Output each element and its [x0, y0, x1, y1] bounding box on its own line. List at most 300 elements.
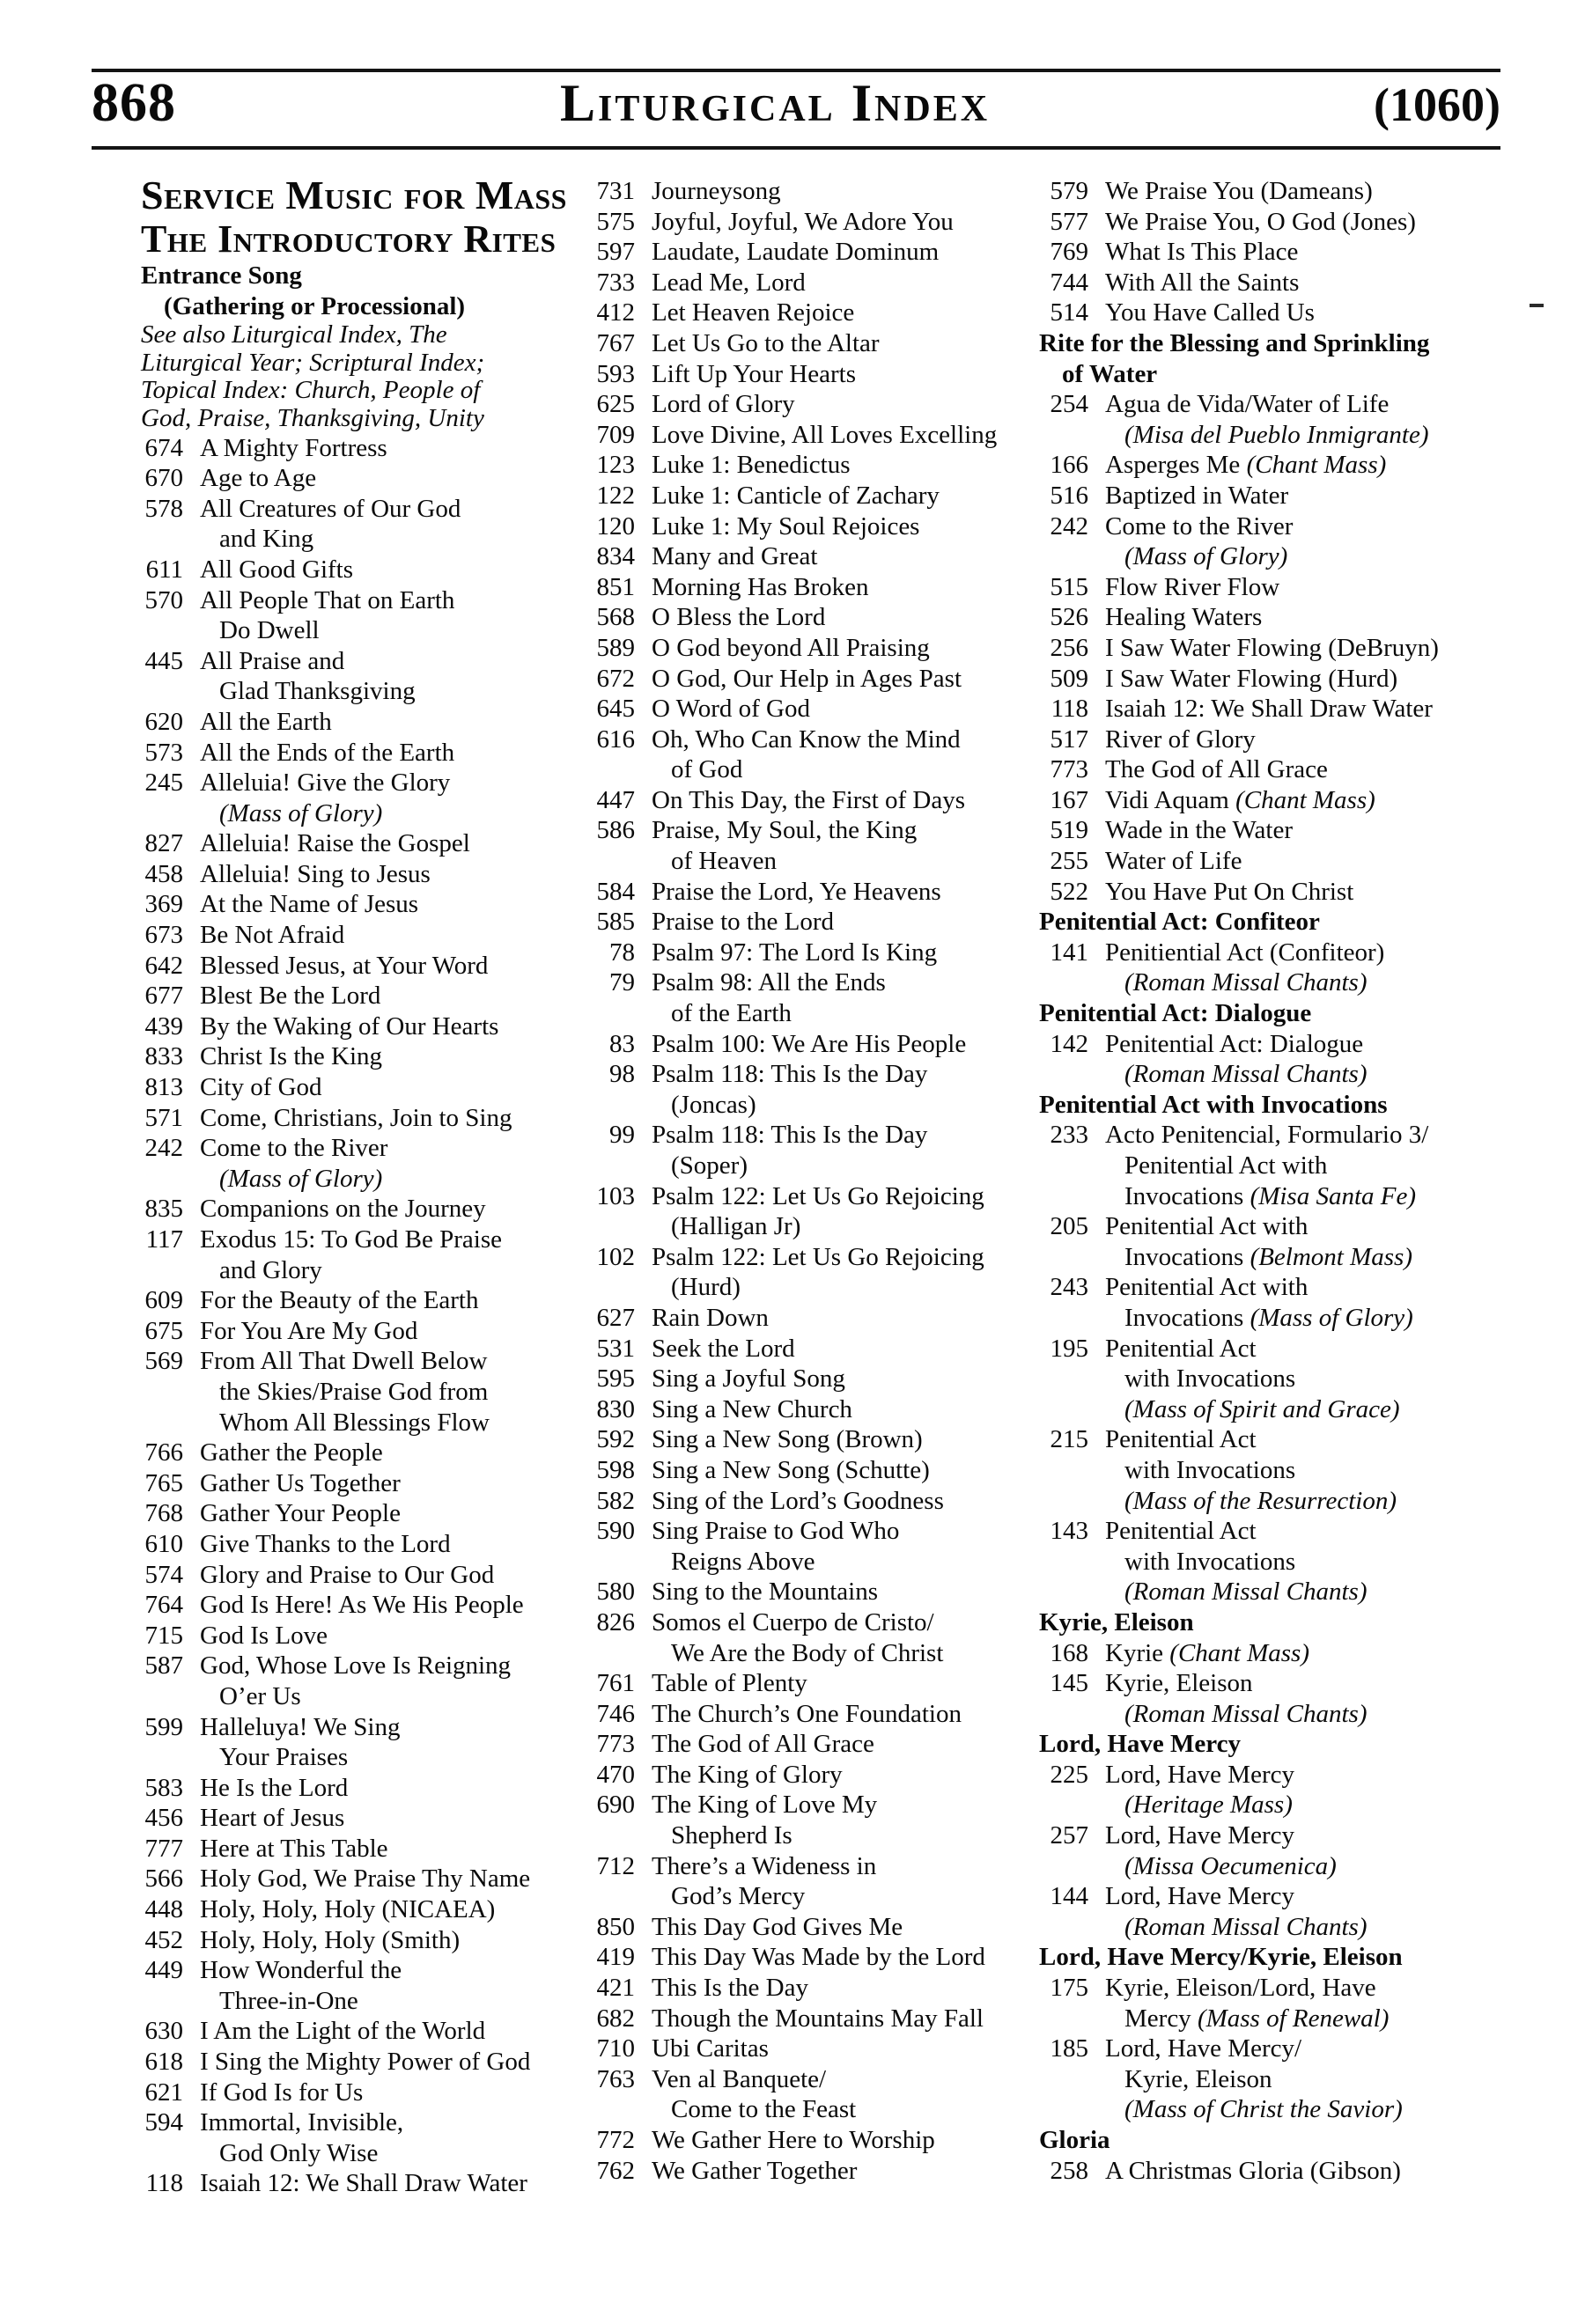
entry-number: 509 — [1050, 664, 1088, 693]
title-segment: of Heaven — [671, 847, 777, 876]
entry-number: 99 — [609, 1121, 635, 1150]
entry-number: 586 — [596, 816, 635, 845]
entry-number: 677 — [144, 982, 183, 1011]
entry-number: 142 — [1050, 1029, 1088, 1058]
index-entry — [577, 420, 1030, 451]
title-segment: Rain Down — [652, 1303, 769, 1332]
entry-title — [1105, 1516, 1368, 1607]
entry-number: 205 — [1050, 1212, 1088, 1241]
index-entry — [577, 877, 1030, 908]
entry-title-line — [200, 1164, 387, 1195]
index-entry — [1039, 754, 1515, 785]
index-entry — [141, 1438, 586, 1468]
entry-title-line — [1105, 1790, 1294, 1820]
title-segment: He Is the Lord — [200, 1773, 349, 1802]
entry-title — [1105, 481, 1288, 511]
entry-number: 630 — [144, 2017, 183, 2046]
entry-title-line — [652, 176, 781, 207]
title-segment: All Praise and — [200, 646, 345, 675]
entry-title-line — [652, 389, 795, 420]
index-entry — [1039, 572, 1515, 603]
entry-title-line — [200, 1986, 402, 2017]
index-entry — [577, 541, 1030, 572]
entry-number: 682 — [596, 2004, 635, 2033]
index-entry — [141, 1285, 586, 1316]
entry-number: 620 — [144, 707, 183, 736]
entry-title — [1105, 268, 1299, 298]
index-entry — [577, 1486, 1030, 1517]
entry-title — [652, 1760, 843, 1791]
title-segment: Lead Me, Lord — [652, 268, 806, 297]
index-entry — [577, 328, 1030, 359]
entry-title-line — [652, 2064, 856, 2095]
index-entry — [1039, 633, 1515, 664]
entry-number: 584 — [596, 877, 635, 906]
title-segment: of the Earth — [671, 999, 792, 1028]
entry-title — [1105, 938, 1384, 998]
index-entry — [141, 1346, 586, 1438]
title-segment: Companions on the Journey — [200, 1195, 486, 1224]
entry-title — [652, 1424, 923, 1455]
entry-title-line — [200, 1408, 490, 1438]
entry-title-line — [652, 359, 856, 390]
entry-title — [1105, 1334, 1400, 1425]
title-segment: Gather Your People — [200, 1499, 401, 1528]
title-segment: All Creatures of Our God — [200, 494, 461, 523]
title-segment: Alleluia! Sing to Jesus — [200, 859, 431, 888]
entry-title — [652, 1668, 807, 1699]
title-segment: All the Ends of the Earth — [200, 738, 455, 767]
entry-title-line — [652, 1790, 877, 1820]
entry-number: 145 — [1050, 1669, 1088, 1698]
entry-title-line — [652, 602, 825, 633]
entry-title-line — [652, 907, 834, 938]
title-segment: Table of Plenty — [652, 1669, 807, 1698]
category-heading-line: Lord, Have Mercy — [1039, 1730, 1241, 1759]
title-segment: Though the Mountains May Fall — [652, 2004, 984, 2033]
entry-title — [200, 951, 488, 982]
entry-title — [200, 1346, 490, 1438]
entry-title-line — [200, 828, 470, 859]
index-entry — [577, 1577, 1030, 1607]
entry-number: 579 — [1050, 177, 1088, 205]
entry-number: 144 — [1050, 1882, 1088, 1911]
entry-title — [200, 585, 454, 646]
entry-title — [652, 1364, 845, 1394]
entry-number: 568 — [596, 603, 635, 632]
index-entry — [1039, 877, 1515, 908]
entry-title — [652, 2156, 857, 2187]
entry-number: 764 — [144, 1591, 183, 1620]
title-segment: Lift Up Your Hearts — [652, 359, 856, 388]
entry-title-line — [652, 328, 880, 359]
title-segment: Sing a New Church — [652, 1394, 852, 1423]
entry-title-line — [200, 920, 344, 951]
category-heading-line: Lord, Have Mercy/Kyrie, Eleison — [1039, 1943, 1403, 1972]
entry-number: 763 — [596, 2064, 635, 2093]
title-segment: Sing a New Song (Schutte) — [652, 1455, 930, 1484]
entry-number: 470 — [596, 1760, 635, 1789]
index-entry — [577, 1059, 1030, 1120]
title-segment: (Mass of Glory) — [219, 798, 383, 827]
entry-number: 258 — [1050, 2156, 1088, 2185]
index-entry — [141, 828, 586, 859]
entry-number: 618 — [144, 2048, 183, 2077]
title-segment: Sing a New Song (Brown) — [652, 1425, 923, 1454]
entry-title — [1105, 207, 1416, 238]
entry-number: 746 — [596, 1699, 635, 1728]
entry-title-line — [652, 1364, 845, 1394]
entry-title — [1105, 602, 1262, 633]
entry-title-line — [200, 1133, 387, 1164]
title-segment: Holy, Holy, Holy (Smith) — [200, 1925, 461, 1954]
index-entry — [141, 585, 586, 646]
entry-number: 850 — [596, 1912, 635, 1941]
title-segment: Alleluia! Raise the Gospel — [200, 829, 470, 858]
index-entry — [1039, 938, 1515, 998]
index-entry — [141, 1103, 586, 1134]
entry-title-line — [1105, 298, 1315, 328]
title-segment: (Mass of Renewal) — [1197, 2004, 1390, 2033]
index-entry — [1039, 2156, 1515, 2187]
entry-title-line — [652, 694, 810, 724]
index-entry — [577, 2034, 1030, 2064]
entry-number: 826 — [596, 1607, 635, 1636]
title-segment: Psalm 98: All the Ends — [652, 968, 886, 997]
entry-title-line — [652, 1151, 927, 1181]
entry-number: 569 — [144, 1347, 183, 1376]
entry-title — [652, 389, 795, 420]
index-entry — [577, 785, 1030, 816]
entry-title — [652, 1334, 795, 1364]
index-entry — [577, 1394, 1030, 1425]
entry-title-line — [200, 981, 380, 1011]
title-segment: Your Praises — [219, 1743, 349, 1772]
index-entry — [577, 1607, 1030, 1668]
category-heading — [1039, 2125, 1515, 2156]
entry-title-line — [1105, 1668, 1368, 1699]
entry-title — [200, 1498, 401, 1529]
index-entry — [1039, 511, 1515, 572]
entry-title-line — [1105, 664, 1397, 695]
title-segment: I Am the Light of the World — [200, 2017, 486, 2046]
title-segment: Love Divine, All Loves Excelling — [652, 420, 998, 449]
entry-title-line — [1105, 1181, 1428, 1212]
index-entry — [1039, 450, 1515, 481]
title-segment: and King — [219, 525, 314, 554]
entry-title-line — [1105, 846, 1242, 877]
entry-number: 570 — [144, 585, 183, 614]
entry-title — [200, 1133, 387, 1194]
entry-number: 519 — [1050, 816, 1088, 845]
entry-title-line — [1105, 1334, 1400, 1364]
title-segment: Somos el Cuerpo de Cristo/ — [652, 1607, 934, 1636]
title-segment: Holy, Holy, Holy (NICAEA) — [200, 1895, 496, 1924]
entry-number: 452 — [144, 1925, 183, 1954]
entry-title-line — [1105, 1699, 1368, 1730]
index-entry — [577, 298, 1030, 328]
entry-title-line — [1105, 2064, 1403, 2095]
entry-number: 598 — [596, 1455, 635, 1484]
title-segment: Psalm 122: Let Us Go Rejoicing — [652, 1181, 984, 1210]
entry-title — [652, 815, 917, 876]
index-entry — [577, 2156, 1030, 2187]
entry-number: 773 — [596, 1730, 635, 1759]
title-segment: I Saw Water Flowing (DeBruyn) — [1105, 633, 1439, 662]
title-segment: Journeysong — [652, 177, 781, 205]
title-segment: All People That on Earth — [200, 585, 455, 614]
title-segment: At the Name of Jesus — [200, 890, 419, 919]
title-segment: Penitential Act with — [1105, 1273, 1309, 1302]
index-entry — [577, 1851, 1030, 1912]
entry-title — [652, 1394, 852, 1425]
title-segment: A Mighty Fortress — [200, 433, 387, 462]
title-segment: Penitential Act with — [1105, 1212, 1309, 1241]
entry-number: 609 — [144, 1286, 183, 1315]
index-entry — [141, 494, 586, 555]
entry-number: 777 — [144, 1834, 183, 1863]
entry-title-line — [200, 2107, 403, 2138]
index-entry — [1039, 724, 1515, 755]
index-entry — [1039, 1668, 1515, 1729]
title-segment: Blessed Jesus, at Your Word — [200, 951, 489, 980]
title-segment: With All the Saints — [1105, 268, 1300, 297]
entry-number: 225 — [1050, 1760, 1088, 1789]
entry-title — [200, 920, 344, 951]
entry-title — [200, 1194, 486, 1225]
entry-number: 254 — [1050, 390, 1088, 419]
entry-number: 79 — [609, 968, 635, 997]
entry-title — [1105, 1881, 1368, 1942]
entry-number: 616 — [596, 724, 635, 754]
entry-title — [1105, 633, 1439, 664]
entry-title — [1105, 1760, 1294, 1820]
index-entry — [1039, 1029, 1515, 1090]
title-segment: (Mass of Spirit and Grace) — [1124, 1394, 1400, 1423]
cross-reference-line: Liturgical Year; Scriptural Index; — [141, 348, 485, 377]
title-segment: Isaiah 12: We Shall Draw Water — [1105, 695, 1433, 724]
entry-title-line — [652, 998, 886, 1029]
title-segment: How Wonderful the — [200, 1956, 402, 1985]
subsection-title: The Introductory Rites — [141, 217, 557, 261]
entry-title-line — [1105, 176, 1373, 207]
index-entry — [141, 1712, 586, 1773]
entry-title — [652, 1729, 874, 1760]
entry-number: 834 — [596, 542, 635, 571]
entry-title-line — [652, 1211, 984, 1242]
title-segment: Do Dwell — [219, 616, 320, 645]
title-segment: Penitential Act — [1105, 1334, 1257, 1363]
entry-title-line — [200, 1955, 402, 1986]
entry-title-line — [1105, 1912, 1368, 1943]
title-segment: There’s a Wideness in — [652, 1851, 877, 1880]
title-segment: Give Thanks to the Lord — [200, 1529, 451, 1558]
entry-title — [200, 1041, 382, 1072]
entry-title-line — [1105, 1242, 1412, 1273]
entry-title — [1105, 1029, 1368, 1090]
entry-title-line — [200, 1560, 494, 1591]
entry-number: 141 — [1050, 938, 1088, 967]
entry-number: 830 — [596, 1394, 635, 1423]
entry-title — [200, 2107, 403, 2168]
index-entry — [141, 1803, 586, 1834]
title-segment: Sing a Joyful Song — [652, 1364, 845, 1394]
index-column-left — [141, 173, 586, 2199]
entry-title-line — [1105, 1760, 1294, 1791]
index-entry — [1039, 389, 1515, 450]
entry-title — [200, 1560, 494, 1591]
entry-number: 611 — [145, 555, 183, 584]
index-entry — [1039, 785, 1515, 816]
title-segment: God, Whose Love Is Reigning — [200, 1651, 512, 1680]
entry-title-line — [200, 798, 450, 829]
entry-title-line — [200, 951, 488, 982]
entry-title — [200, 1438, 383, 1468]
entry-title-line — [1105, 2156, 1401, 2187]
entry-title-line — [652, 298, 854, 328]
entry-title — [652, 602, 825, 633]
entry-title-line — [1105, 967, 1384, 998]
index-entry — [577, 907, 1030, 938]
title-segment: Halleluya! We Sing — [200, 1712, 401, 1741]
entry-title — [200, 738, 454, 769]
entry-title — [652, 1455, 930, 1486]
page-title: Liturgical Index — [559, 74, 991, 132]
entry-number: 580 — [596, 1578, 635, 1607]
title-segment: Shepherd Is — [671, 1821, 792, 1850]
entry-number: 592 — [596, 1425, 635, 1454]
title-segment: Heart of Jesus — [200, 1804, 345, 1833]
entry-title — [652, 785, 965, 816]
index-entry — [141, 1894, 586, 1925]
category-heading — [1039, 1090, 1515, 1121]
title-segment: (Mass of Glory) — [1124, 542, 1288, 571]
section-title: Service Music for Mass — [141, 173, 567, 217]
entry-title-line — [200, 1194, 486, 1225]
entry-title-line — [652, 938, 937, 968]
entry-number: 761 — [596, 1669, 635, 1698]
index-entry — [577, 511, 1030, 542]
title-segment: Gather the People — [200, 1438, 383, 1467]
entry-number: 593 — [596, 359, 635, 388]
title-segment: If God Is for Us — [200, 2078, 364, 2107]
cross-reference-line: God, Praise, Thanksgiving, Unity — [141, 403, 484, 432]
entry-number: 575 — [596, 207, 635, 236]
index-entry — [141, 1194, 586, 1225]
entry-title — [652, 328, 880, 359]
title-segment: We Are the Body of Christ — [671, 1638, 944, 1667]
category-heading — [1039, 1607, 1515, 1638]
entry-title-line — [652, 877, 941, 908]
entry-title — [200, 1285, 479, 1316]
entry-number: 675 — [144, 1316, 183, 1345]
entry-title — [200, 707, 332, 738]
entry-title-line — [200, 433, 387, 464]
entry-title-line — [652, 1516, 899, 1547]
title-segment: Baptized in Water — [1105, 481, 1289, 510]
entry-number: 447 — [596, 785, 635, 814]
title-segment: Sing Praise to God Who — [652, 1517, 900, 1546]
entry-number: 571 — [144, 1103, 183, 1132]
entry-title — [200, 768, 450, 828]
title-segment: City of God — [200, 1073, 322, 1102]
entry-number: 123 — [596, 451, 635, 480]
entry-number: 769 — [1050, 238, 1088, 267]
entry-number: 449 — [144, 1956, 183, 1985]
index-entry — [141, 707, 586, 738]
entry-title-line — [652, 1424, 923, 1455]
entry-number: 412 — [596, 298, 635, 327]
title-segment: God Only Wise — [219, 2138, 379, 2167]
index-entry — [141, 859, 586, 890]
title-segment: All Good Gifts — [200, 555, 353, 584]
title-segment: The King of Glory — [652, 1760, 843, 1789]
entry-title-line — [1105, 877, 1353, 908]
title-segment: Reigns Above — [671, 1547, 815, 1576]
entry-title-line — [652, 481, 940, 511]
category-heading — [1039, 998, 1515, 1029]
title-segment: The God of All Grace — [1105, 755, 1328, 784]
index-entry — [577, 1334, 1030, 1364]
entry-title — [200, 2016, 485, 2047]
index-entry — [1039, 664, 1515, 695]
entry-title — [652, 1303, 769, 1334]
entry-title-line — [652, 2094, 856, 2125]
entry-title — [1105, 1120, 1428, 1211]
entry-title — [652, 450, 851, 481]
entry-title-line — [200, 1834, 388, 1864]
entry-title — [200, 1925, 460, 1956]
index-entry — [577, 1120, 1030, 1180]
index-entry — [141, 889, 586, 920]
entry-title-line — [652, 237, 939, 268]
title-segment: River of Glory — [1105, 724, 1256, 754]
entry-number: 117 — [145, 1225, 183, 1254]
entry-title-line — [200, 676, 416, 707]
entry-number: 833 — [144, 1042, 183, 1071]
title-segment: Exodus 15: To God Be Praise — [200, 1225, 503, 1254]
entry-title-line — [1105, 268, 1299, 298]
entry-number: 419 — [596, 1943, 635, 1972]
entry-title-line — [200, 615, 454, 646]
cross-reference-line: See also Liturgical Index, The — [141, 320, 447, 349]
entry-title-line — [652, 1881, 876, 1912]
category-heading-line: Penitential Act: Confiteor — [1039, 908, 1320, 937]
index-entry — [1039, 1120, 1515, 1211]
entry-title-line — [652, 1181, 984, 1212]
category-heading — [141, 261, 586, 321]
title-segment: with Invocations — [1124, 1547, 1296, 1576]
entry-number: 582 — [596, 1486, 635, 1515]
title-segment: What Is This Place — [1105, 238, 1299, 267]
entry-title-line — [1105, 450, 1386, 481]
entry-number: 709 — [596, 420, 635, 449]
title-segment: (Mass of Glory) — [1250, 1303, 1413, 1332]
entry-title — [200, 463, 316, 494]
index-entry — [141, 555, 586, 585]
title-segment: Lord, Have Mercy — [1105, 1760, 1294, 1789]
entry-title-line — [200, 1529, 451, 1560]
entry-title-line — [200, 1316, 417, 1347]
category-heading — [1039, 1729, 1515, 1760]
entry-number: 257 — [1050, 1821, 1088, 1850]
index-entry — [577, 1516, 1030, 1577]
title-segment: O Word of God — [652, 695, 810, 724]
entry-title — [652, 2064, 856, 2125]
entry-title-line — [1105, 1455, 1397, 1486]
title-segment: Psalm 100: We Are His People — [652, 1029, 967, 1058]
index-entry — [141, 1773, 586, 1804]
